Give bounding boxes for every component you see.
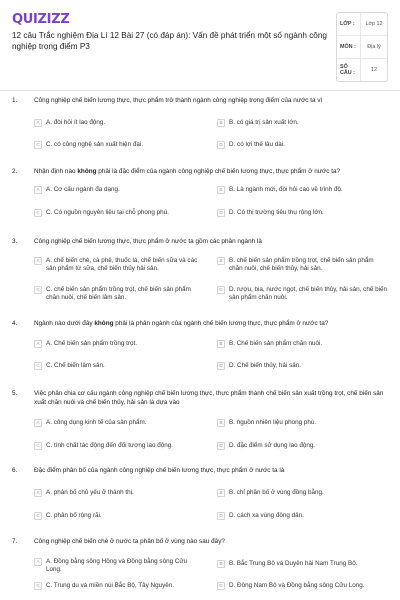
option-letter-box: C bbox=[34, 582, 42, 590]
option-letter-box: B bbox=[217, 186, 225, 194]
option-d[interactable] bbox=[217, 362, 387, 370]
option-text: A. Chế biến sản phẩm trồng trọt. bbox=[46, 340, 138, 347]
option-letter-box: D bbox=[217, 141, 225, 149]
question-3 bbox=[12, 238, 392, 310]
question-text: Nhận định nào không phải là đặc điểm của ngành công nghiệp chế biến lương thực, thực phẩm ở nước ta? bbox=[34, 168, 341, 175]
option-a[interactable] bbox=[34, 419, 204, 427]
option-a[interactable] bbox=[34, 186, 204, 194]
option-letter-box: C bbox=[34, 141, 42, 149]
option-letter-box: A bbox=[34, 558, 42, 566]
option-letter-box: B bbox=[217, 257, 225, 265]
option-b[interactable] bbox=[217, 257, 387, 273]
option-text: C. Chế biến lâm sản. bbox=[46, 362, 105, 369]
quiz-title: 12 câu Trắc nghiệm Địa Lí 12 Bài 27 (có đáp án): Vấn đề phát triển một số ngành công nghiệp trọng điểm P3 bbox=[12, 31, 327, 51]
meta-value-lop: Lớp 12 bbox=[360, 13, 387, 35]
option-letter-box: D bbox=[217, 362, 225, 370]
option-text: B. chế biến sản phẩm trồng trọt, chế biến sản phẩm chăn nuôi, chế biến thủy, hải sản. bbox=[229, 257, 374, 272]
option-text: B. Bắc Trung Bộ và Duyên hải Nam Trung Bộ. bbox=[229, 560, 358, 567]
meta-value-mon: Địa lý bbox=[360, 36, 387, 58]
option-text: A. phân bố chủ yếu ở thành thị. bbox=[46, 489, 134, 496]
option-text: D. Đông Nam Bộ và Đồng bằng sông Cửu Long. bbox=[229, 582, 365, 589]
question-4 bbox=[12, 320, 392, 380]
meta-label-mon: MÔN : bbox=[340, 44, 356, 50]
question-number: 7. bbox=[12, 538, 18, 545]
option-text: B. nguồn nhiên liệu phong phú. bbox=[229, 419, 317, 426]
option-text: A. Đồng bằng sông Hồng và Đồng bằng sông Cửu Long. bbox=[46, 558, 188, 573]
meta-row-socau bbox=[337, 59, 387, 81]
option-letter-box: C bbox=[34, 362, 42, 370]
option-letter-box: D bbox=[217, 286, 225, 294]
option-b[interactable] bbox=[217, 119, 387, 127]
option-b[interactable] bbox=[217, 419, 387, 427]
option-letter-box: D bbox=[217, 582, 225, 590]
option-letter-box: A bbox=[34, 257, 42, 265]
question-number: 3. bbox=[12, 238, 18, 245]
option-letter-box: A bbox=[34, 419, 42, 427]
option-letter-box: D bbox=[217, 209, 225, 217]
option-text: C. Có nguồn nguyên liệu tại chỗ phong phú. bbox=[46, 209, 169, 216]
option-text: A. chế biến chè, cà phê, thuốc lá, chế biến sữa và các sản phẩm từ sữa, chế biến thủy hải sản. bbox=[46, 257, 198, 272]
question-number: 2. bbox=[12, 168, 18, 175]
option-text: C. có công nghệ sản xuất hiện đại. bbox=[46, 141, 143, 148]
option-text: D. đặc điểm sử dụng lao động. bbox=[229, 442, 316, 449]
option-a[interactable] bbox=[34, 119, 204, 127]
option-letter-box: D bbox=[217, 442, 225, 450]
option-letter-box: A bbox=[34, 186, 42, 194]
option-text: D. Chế biến thủy, hải sản. bbox=[229, 362, 301, 369]
option-d[interactable] bbox=[217, 209, 387, 217]
option-b[interactable] bbox=[217, 340, 387, 348]
option-text: C. tính chất tác động đến đối tượng lao động. bbox=[46, 442, 174, 449]
quizizz-logo bbox=[12, 12, 69, 26]
option-text: D. có lợi thế lâu dài. bbox=[229, 141, 285, 148]
meta-box bbox=[336, 12, 388, 82]
option-c[interactable] bbox=[34, 141, 204, 149]
option-text: B. có giá trị sản xuất lớn. bbox=[229, 119, 299, 126]
option-letter-box: A bbox=[34, 340, 42, 348]
option-c[interactable] bbox=[34, 442, 204, 450]
header-divider bbox=[0, 90, 400, 91]
option-letter-box: B bbox=[217, 340, 225, 348]
option-d[interactable] bbox=[217, 141, 387, 149]
option-text: B. Chế biến sản phẩm chăn nuôi. bbox=[229, 340, 323, 347]
option-text: C. chế biến sản phẩm trồng trọt, chế biến sản phẩm chăn nuôi, chế biến lâm sản. bbox=[46, 286, 191, 301]
option-b[interactable] bbox=[217, 186, 387, 194]
option-text: C. Trung du và miền núi Bắc Bộ, Tây Nguyên. bbox=[46, 582, 174, 589]
option-c[interactable] bbox=[34, 362, 204, 370]
question-number: 4. bbox=[12, 320, 18, 327]
meta-value-socau: 12 bbox=[360, 59, 387, 81]
question-text: Công nghiệp chế biến chè ở nước ta phân bố ở vùng nào sau đây? bbox=[34, 538, 225, 545]
option-a[interactable] bbox=[34, 489, 204, 497]
option-text: B. chỉ phân bố ở vùng đồng bằng. bbox=[229, 489, 324, 496]
question-text: Công nghiệp chế biến lương thực, thực phẩm trở thành ngành công nghiệp trọng điểm của nước ta vì bbox=[34, 97, 323, 104]
option-a[interactable] bbox=[34, 340, 204, 348]
option-c[interactable] bbox=[34, 582, 204, 590]
option-d[interactable] bbox=[217, 286, 387, 302]
option-text: C. phân bố rộng rãi. bbox=[46, 512, 102, 519]
option-text: A. công dụng kinh tế của sản phẩm. bbox=[46, 419, 147, 426]
meta-label-socau: SỐ CÂU : bbox=[340, 64, 355, 76]
question-text: Việc phân chia cơ cấu ngành công nghiệp chế biến lương thực, thực phẩm thành chế biến sản xuất trồng trọt, chế biến sản xuất chăn nuôi và chế biến thủy, hải sản là dựa vào bbox=[34, 390, 384, 406]
option-d[interactable] bbox=[217, 512, 387, 520]
option-letter-box: B bbox=[217, 489, 225, 497]
meta-row-mon bbox=[337, 36, 387, 59]
question-number: 1. bbox=[12, 97, 18, 104]
option-letter-box: B bbox=[217, 419, 225, 427]
option-a[interactable] bbox=[34, 558, 204, 574]
option-text: A. đòi hỏi ít lao động. bbox=[46, 119, 106, 126]
option-text: D. cách xa vùng đông dân. bbox=[229, 512, 304, 519]
option-text: A. Cơ cấu ngành đa dạng. bbox=[46, 186, 120, 193]
option-a[interactable] bbox=[34, 257, 204, 273]
question-text: Công nghiệp chế biến lương thực, thực phẩm ở nước ta gồm các phân ngành là bbox=[34, 238, 262, 245]
option-d[interactable] bbox=[217, 582, 387, 590]
option-text: D. rượu, bia, nước ngọt, chế biến thủy, hải sản, chế biến sản phẩm chăn nuôi. bbox=[229, 286, 387, 301]
question-number: 5. bbox=[12, 390, 18, 397]
option-letter-box: B bbox=[217, 119, 225, 127]
option-letter-box: C bbox=[34, 442, 42, 450]
option-letter-box: C bbox=[34, 286, 42, 294]
option-b[interactable] bbox=[217, 489, 387, 497]
option-letter-box: A bbox=[34, 119, 42, 127]
option-letter-box: C bbox=[34, 512, 42, 520]
meta-row-lop bbox=[337, 13, 387, 36]
option-b[interactable] bbox=[217, 560, 387, 568]
option-d[interactable] bbox=[217, 442, 387, 450]
question-1 bbox=[12, 97, 392, 157]
logo-text: QUIZIZZ bbox=[12, 12, 70, 27]
question-text: Đặc điểm phân bố của ngành công nghiệp chế biến lương thực, thực phẩm ở nước ta là bbox=[34, 467, 285, 474]
option-text: D. Có thị trường tiêu thụ rộng lớn. bbox=[229, 209, 324, 216]
option-letter-box: A bbox=[34, 489, 42, 497]
option-letter-box: D bbox=[217, 512, 225, 520]
meta-label-lop: LỚP : bbox=[340, 21, 355, 27]
question-6 bbox=[12, 467, 392, 527]
worksheet-header bbox=[0, 0, 400, 88]
question-text: Ngành nào dưới đây không phải là phân ngành của ngành chế biến lương thực, thực phẩm ở nước ta? bbox=[34, 320, 329, 327]
option-c[interactable] bbox=[34, 209, 204, 217]
option-text: B. Là ngành mới, đòi hỏi cao về trình độ. bbox=[229, 186, 343, 193]
question-2 bbox=[12, 168, 392, 228]
question-5 bbox=[12, 390, 392, 456]
option-c[interactable] bbox=[34, 512, 204, 520]
question-number: 6. bbox=[12, 467, 18, 474]
option-letter-box: C bbox=[34, 209, 42, 217]
option-letter-box: B bbox=[217, 560, 225, 568]
question-7 bbox=[12, 538, 392, 598]
option-c[interactable] bbox=[34, 286, 204, 302]
